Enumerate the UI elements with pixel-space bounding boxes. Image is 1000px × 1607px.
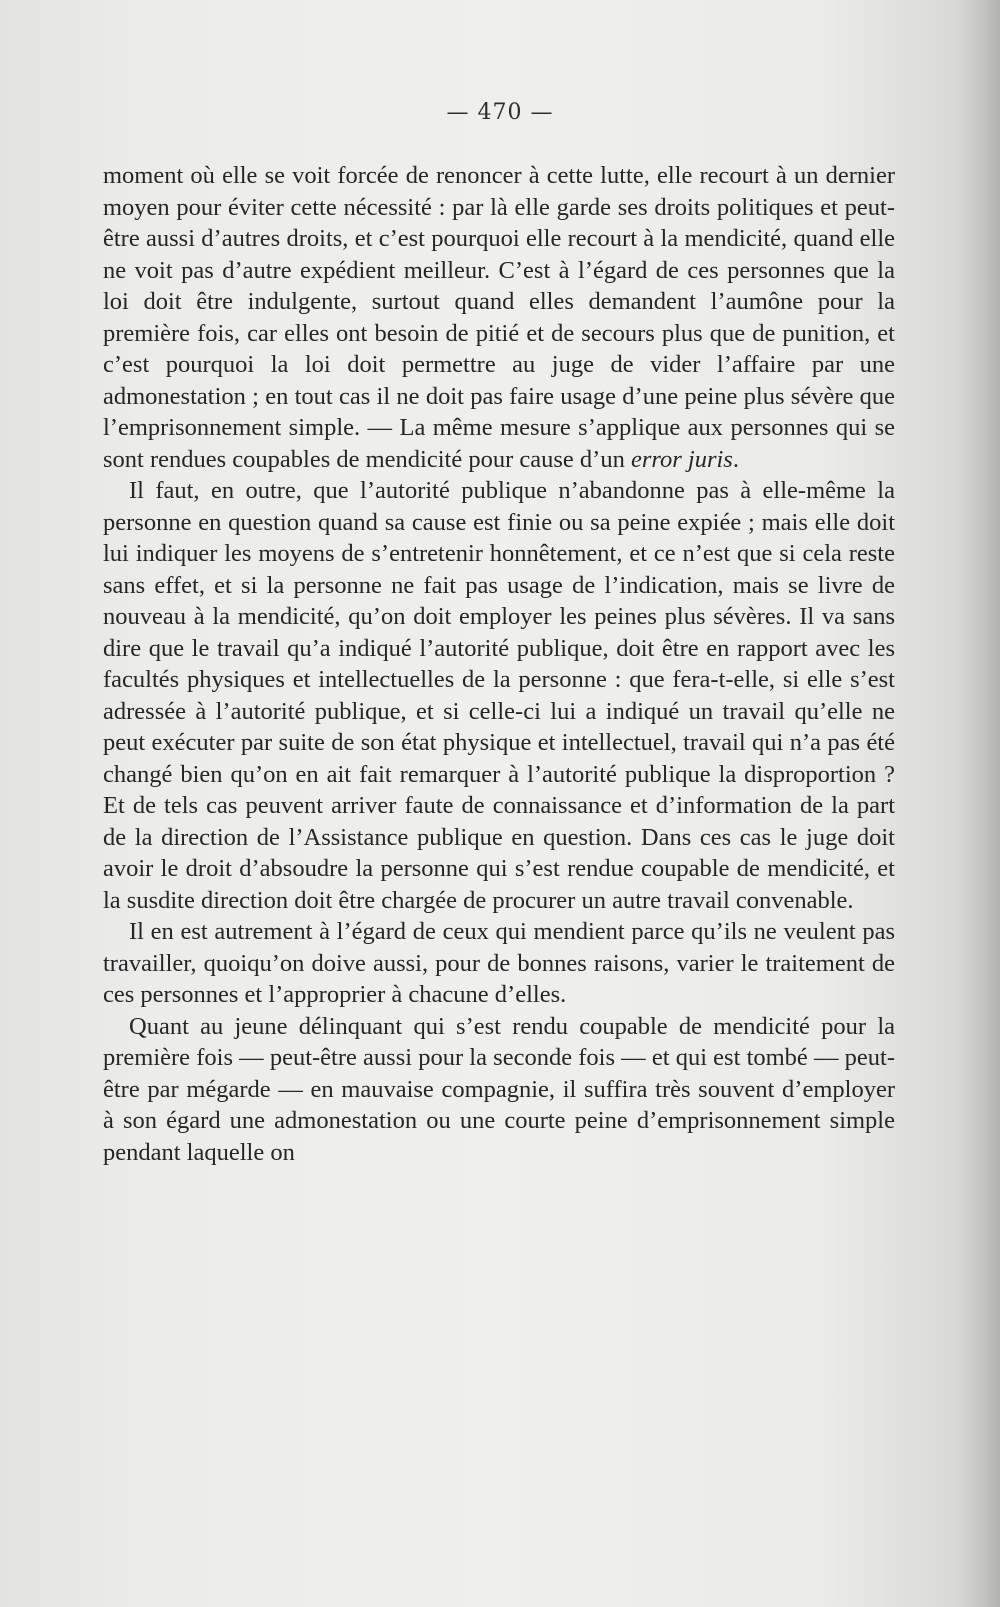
paragraph-3: Il en est autrement à l’égard de ceux qui mendient parce qu’ils ne veulent pas travailler, quoiqu’on doive aussi, pour de bonnes raisons, varier le traitement de ces personnes et l’approprier à chacune d’elles. [103, 918, 895, 1008]
paragraph-1-italic: error juris [630, 445, 733, 473]
paragraph-1-text: moment où elle se voit forcée de renoncer à cette lutte, elle recourt à un dernier moyen pour éviter cette nécessité : par là elle garde ses droits politiques et peut-être aussi d’autres droits, et c’est pourquoi elle recourt à la mendicité, quand elle ne voit pas d’autre expédient meilleur. C’est à l’égard de ces personnes que la loi doit être indulgente, surtout quand elles demandent l’aumône pour la première fois, car elles ont besoin de pitié et de secours plus que de punition, et c’est pourquoi la loi doit permettre au juge de vider l’affaire par une admonestation ; en tout cas il ne doit pas faire usage d’une peine plus sévère que l’emprisonnement simple. — La même mesure s’applique aux personnes qui se sont rendues coupables de mendicité pour cause d’un [103, 162, 895, 473]
paragraph-2: Il faut, en outre, que l’autorité publique n’abandonne pas à elle-même la personne en question quand sa cause est finie ou sa peine expiée ; mais elle doit lui indiquer les moyens de s’entretenir honnêtement, et ce n’est que si cela reste sans effet, et si la personne ne fait pas usage de l’indication, mais se livre de nouveau à la mendicité, qu’on doit employer les peines plus sévères. Il va sans dire que le travail qu’a indiqué l’autorité publique, doit être en rapport avec les facultés physiques et intellectuelles de la personne : que fera-t-elle, si elle s’est adressée à l’autorité publique, et si celle-ci lui a indiqué un travail qu’elle ne peut exécuter par suite de son état physique et intellectuel, travail qui n’a pas été changé bien qu’on en ait fait remarquer à l’autorité publique la disproportion ? Et de tels cas peuvent arriver faute de connaissance et d’information de la part de la direction de l’Assistance publique en question. Dans ces cas le juge doit avoir le droit d’absoudre la personne qui s’est rendue coupable de mendicité, et la susdite direction doit être chargée de procurer un autre travail convenable. [103, 477, 895, 914]
page-number: — 470 — [446, 100, 554, 125]
body-text [103, 160, 895, 1168]
paragraph-1-end: . [732, 445, 739, 473]
paragraph-1 [103, 160, 895, 475]
paragraph-4: Quant au jeune délinquant qui s’est rendu coupable de mendicité pour la première fois — peut-être aussi pour la seconde fois — et qui est tombé — peut-être par mégarde — en mauvaise compagnie, il suffira très souvent d’employer à son égard une admonestation ou une courte peine d’emprisonnement simple pendant laquelle on [103, 1012, 895, 1166]
page-edge-shadow [960, 0, 1000, 1607]
